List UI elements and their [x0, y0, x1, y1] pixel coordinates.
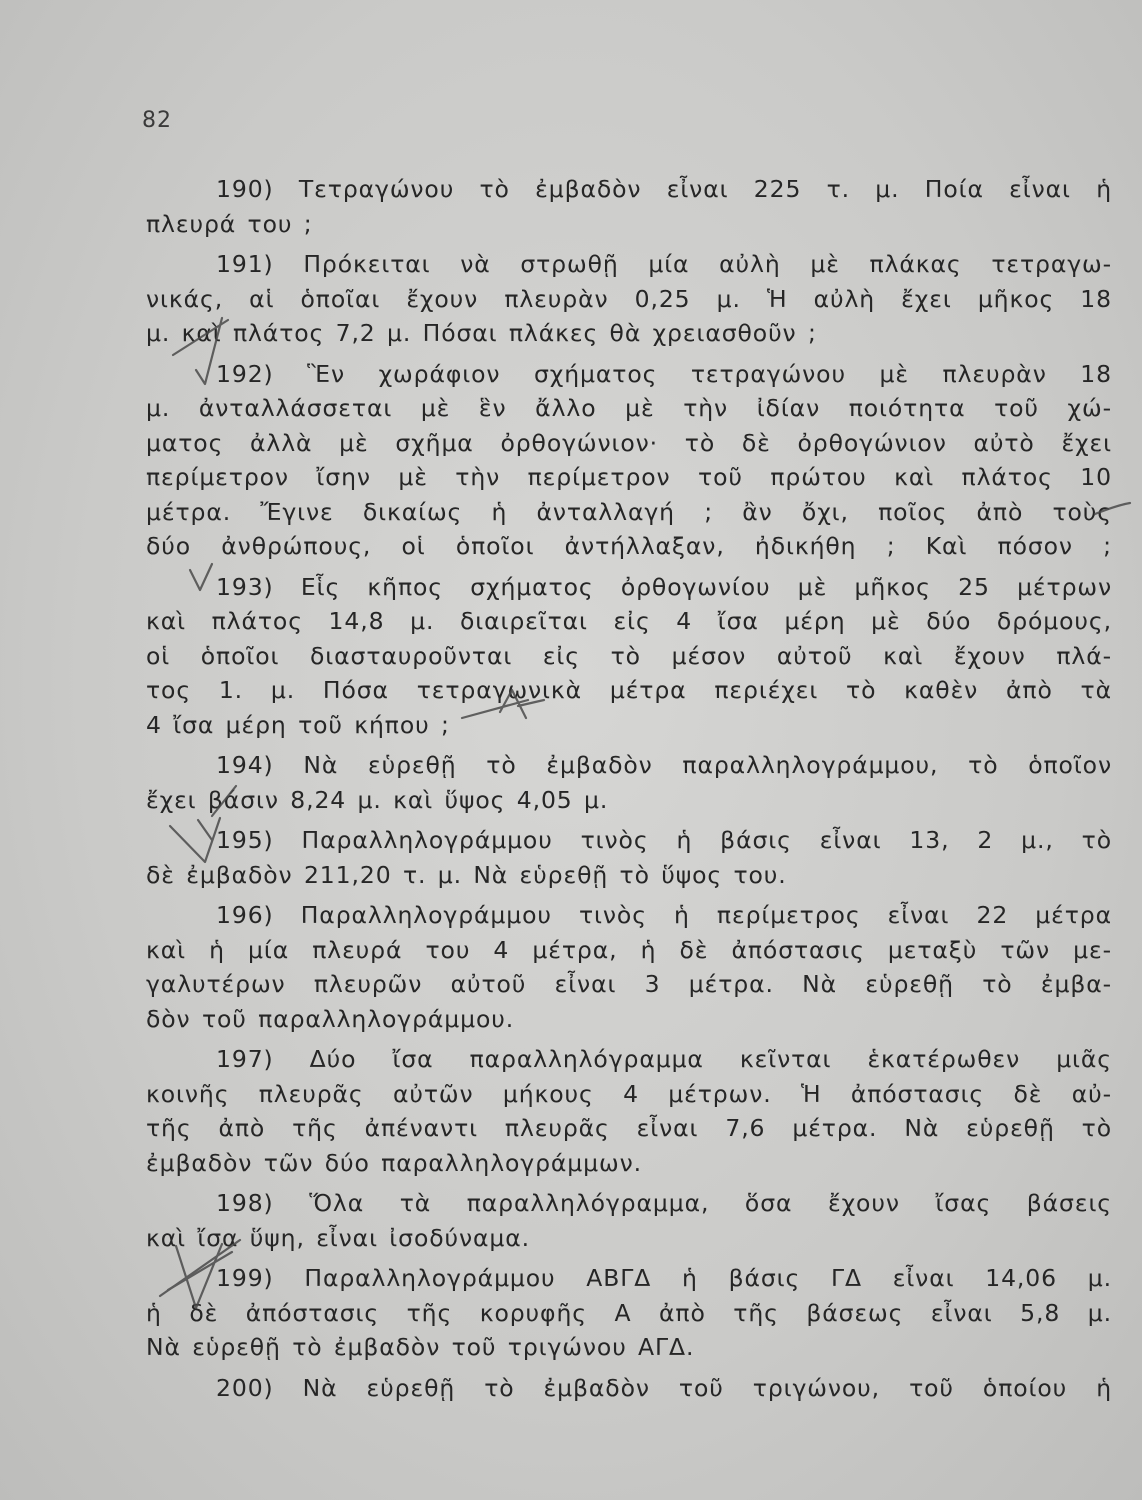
problem-line: δὸν τοῦ παραλληλογράμμου.	[146, 1004, 515, 1033]
problem-line: 199) Παραλληλογράμμου ΑΒΓΔ ἡ βάσις ΓΔ εἶναι 14,06 μ.	[216, 1264, 1112, 1292]
problem-line: δὲ ἐμβαδὸν 211,20 τ. μ. Νὰ εὑρεθῇ τὸ ὕψος του.	[146, 860, 787, 889]
problem-line: δύο ἀνθρώπους, οἱ ὁποῖοι ἀντήλλαξαν, ἠδικήθη ; Καὶ πόσον ;	[146, 532, 1112, 560]
problem-line: περίμετρον ἴσην μὲ τὴν περίμετρον τοῦ πρώτου καὶ πλάτος 10	[146, 463, 1112, 491]
problem-line: 191) Πρόκειται νὰ στρωθῇ μία αὐλὴ μὲ πλάκας τετραγω-	[216, 250, 1112, 278]
problem-196	[146, 898, 1112, 1036]
problem-193	[146, 570, 1112, 743]
page-number: 82	[142, 108, 172, 133]
problem-line: κοινῆς πλευρᾶς αὐτῶν μήκους 4 μέτρων. Ἡ ἀπόστασις δὲ αὐ-	[146, 1079, 1112, 1108]
problem-line: ματος ἀλλὰ μὲ σχῆμα ὀρθογώνιον· τὸ δὲ ὀρθογώνιον αὐτὸ ἔχει	[146, 428, 1112, 457]
problem-line: μέτρα. Ἔγινε δικαίως ἡ ἀνταλλαγή ; ἂν ὄχι, ποῖος ἀπὸ τοὺς	[146, 497, 1112, 526]
problem-line: 193) Εἷς κῆπος σχήματος ὀρθογωνίου μὲ μῆκος 25 μέτρων	[216, 572, 1112, 601]
problem-line: 200) Νὰ εὑρεθῇ τὸ ἐμβαδὸν τοῦ τριγώνου, τοῦ ὁποίου ἡ	[216, 1373, 1112, 1402]
problem-line: ἔχει βάσιν 8,24 μ. καὶ ὕψος 4,05 μ.	[146, 785, 609, 814]
problem-199	[146, 1261, 1112, 1365]
problem-195	[146, 823, 1112, 892]
problem-198	[146, 1186, 1112, 1255]
problem-line: καὶ πλάτος 14,8 μ. διαιρεῖται εἰς 4 ἴσα μέρη μὲ δύο δρόμους,	[146, 607, 1112, 635]
problem-line: Νὰ εὑρεθῇ τὸ ἐμβαδὸν τοῦ τριγώνου ΑΓΔ.	[146, 1333, 695, 1361]
problem-line: 194) Νὰ εὑρεθῇ τὸ ἐμβαδὸν παραλληλογράμμου, τὸ ὁποῖον	[216, 751, 1112, 779]
problem-line: τος 1. μ. Πόσα τετραγωνικὰ μέτρα περιέχει τὸ καθὲν ἀπὸ τὰ	[146, 676, 1112, 704]
problem-line: 4 ἴσα μέρη τοῦ κήπου ;	[146, 710, 450, 739]
problem-list	[146, 172, 1112, 1411]
problem-line: 195) Παραλληλογράμμου τινὸς ἡ βάσις εἶναι 13, 2 μ., τὸ	[216, 826, 1112, 854]
problem-197	[146, 1042, 1112, 1180]
problem-192	[146, 357, 1112, 564]
problem-line: τῆς ἀπὸ τῆς ἀπέναντι πλευρᾶς εἶναι 7,6 μέτρα. Νὰ εὑρεθῇ τὸ	[146, 1114, 1112, 1142]
problem-line: οἱ ὁποῖοι διασταυροῦνται εἰς τὸ μέσον αὐτοῦ καὶ ἔχουν πλά-	[146, 641, 1112, 670]
problem-200	[146, 1371, 1112, 1406]
problem-line: ἡ δὲ ἀπόστασις τῆς κορυφῆς Α ἀπὸ τῆς βάσεως εἶναι 5,8 μ.	[146, 1298, 1112, 1327]
problem-line: νικάς, αἱ ὁποῖαι ἔχουν πλευρὰν 0,25 μ. Ἡ αὐλὴ ἔχει μῆκος 18	[146, 284, 1112, 313]
problem-line: μ. ἀνταλλάσσεται μὲ ἓν ἄλλο μὲ τὴν ἰδίαν ποιότητα τοῦ χώ-	[146, 394, 1112, 422]
problem-line: πλευρά του ;	[146, 209, 313, 238]
problem-line: 197) Δύο ἴσα παραλληλόγραμμα κεῖνται ἑκατέρωθεν μιᾶς	[216, 1045, 1112, 1073]
problem-190	[146, 172, 1112, 241]
problem-line: 196) Παραλληλογράμμου τινὸς ἡ περίμετρος εἶναι 22 μέτρα	[216, 901, 1112, 929]
problem-line: καὶ ἡ μία πλευρά του 4 μέτρα, ἡ δὲ ἀπόστασις μεταξὺ τῶν με-	[146, 935, 1112, 964]
problem-line: 190) Τετραγώνου τὸ ἐμβαδὸν εἶναι 225 τ. μ. Ποία εἶναι ἡ	[216, 175, 1112, 203]
problem-194	[146, 748, 1112, 817]
problem-line: ἐμβαδὸν τῶν δύο παραλληλογράμμων.	[146, 1148, 642, 1177]
problem-line: μ. καὶ πλάτος 7,2 μ. Πόσαι πλάκες θὰ χρειασθοῦν ;	[146, 319, 817, 347]
problem-line: καὶ ἴσα ὕψη, εἶναι ἰσοδύναμα.	[146, 1223, 531, 1252]
problem-line: 198) Ὅλα τὰ παραλληλόγραμμα, ὅσα ἔχουν ἴσας βάσεις	[216, 1189, 1112, 1217]
problem-line: γαλυτέρων πλευρῶν αὐτοῦ εἶναι 3 μέτρα. Νὰ εὑρεθῇ τὸ ἐμβα-	[146, 970, 1112, 998]
problem-191	[146, 247, 1112, 351]
problem-line: 192) Ἓν χωράφιον σχήματος τετραγώνου μὲ πλευρὰν 18	[216, 359, 1112, 388]
